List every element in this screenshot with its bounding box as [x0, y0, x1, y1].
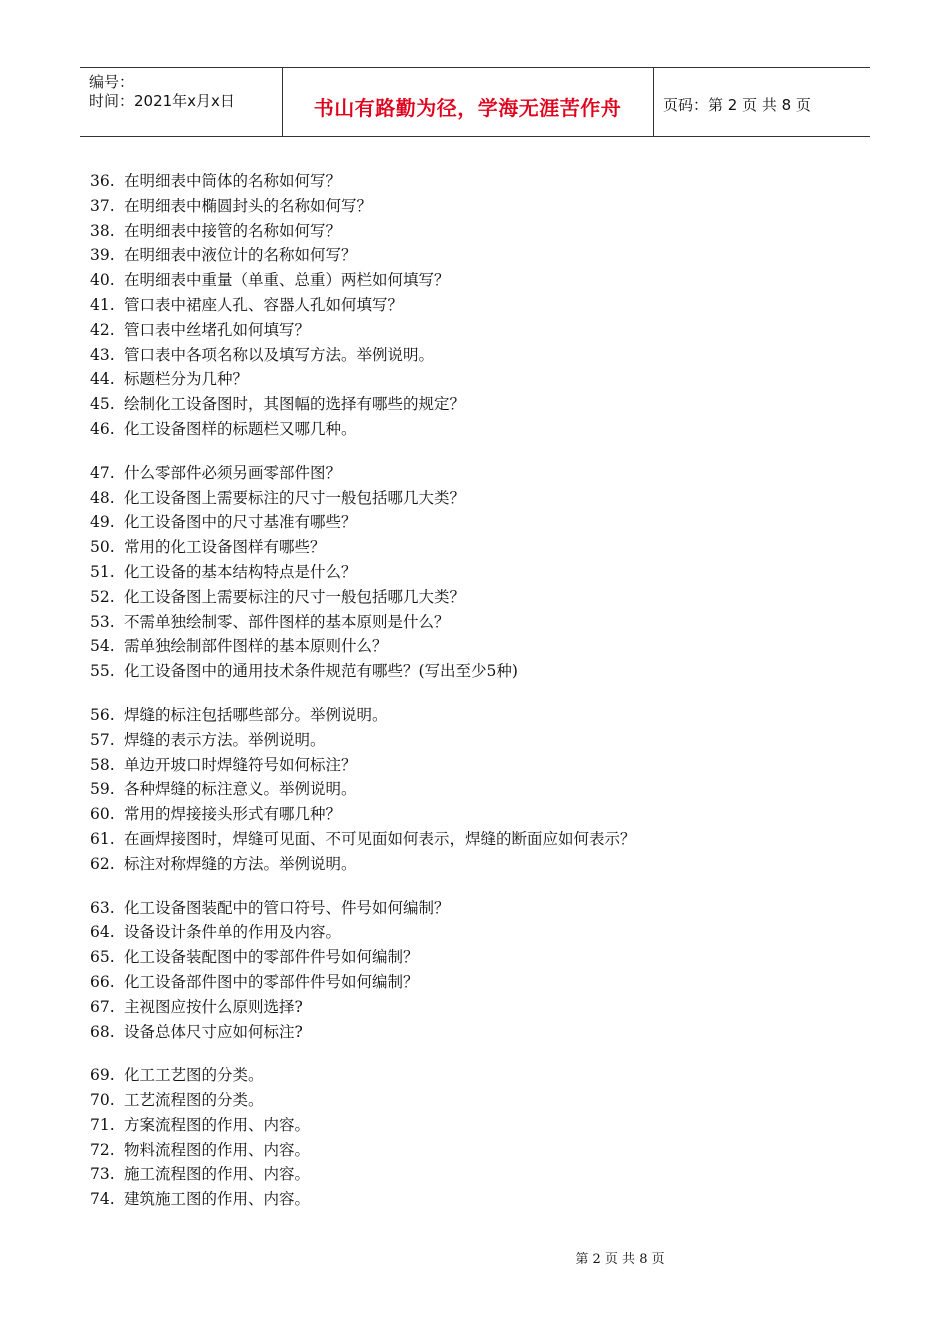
- question-number: 62.: [90, 854, 115, 873]
- question-number: 73.: [90, 1165, 115, 1184]
- question-item: [90, 827, 870, 852]
- question-text: 在画焊接图时，焊缝可见面、不可见面如何表示，焊缝的断面应如何表示？: [124, 829, 636, 848]
- question-group: [90, 896, 870, 1045]
- question-item: [90, 659, 870, 684]
- question-text: 化工设备图样的标题栏又哪几种。: [124, 419, 357, 438]
- question-number: 40.: [90, 271, 115, 290]
- question-number: 56.: [90, 705, 115, 724]
- question-number: 36.: [90, 172, 115, 190]
- question-text: 化工设备图中的通用技术条件规范有哪些？(写出至少5种): [124, 662, 518, 681]
- header-page-info: 页码：第 2 页 共 8 页: [663, 96, 811, 114]
- question-item: [90, 560, 870, 585]
- question-item: [90, 728, 870, 753]
- question-item: [90, 1020, 870, 1045]
- question-text: 在明细表中接管的名称如何写？: [124, 221, 342, 240]
- question-text: 焊缝的表示方法。举例说明。: [124, 730, 326, 749]
- question-group: [90, 1063, 870, 1212]
- question-text: 在明细表中液位计的名称如何写？: [124, 246, 357, 265]
- question-text: 建筑施工图的作用、内容。: [124, 1190, 311, 1209]
- header-page-cell: [653, 68, 870, 136]
- question-text: 化工设备部件图中的零部件件号如何编制？: [124, 972, 419, 991]
- question-text: 化工设备图中的尺寸基准有哪些？: [124, 513, 357, 532]
- question-number: 71.: [90, 1115, 115, 1134]
- question-text: 化工设备图装配中的管口符号、件号如何编制？: [124, 898, 450, 917]
- question-text: 常用的化工设备图样有哪些？: [124, 538, 326, 557]
- page-header: [80, 67, 870, 137]
- question-number: 72.: [90, 1140, 115, 1159]
- question-text: 化工工艺图的分类。: [124, 1066, 264, 1085]
- question-number: 69.: [90, 1066, 115, 1085]
- question-number: 66.: [90, 972, 115, 991]
- footer-page-number: 第 2 页 共 8 页: [575, 1252, 665, 1267]
- question-number: 51.: [90, 562, 115, 581]
- question-item: [90, 461, 870, 486]
- question-number: 52.: [90, 587, 115, 606]
- question-item: [90, 945, 870, 970]
- question-item: [90, 169, 870, 194]
- question-number: 43.: [90, 345, 115, 364]
- question-number: 68.: [90, 1022, 115, 1041]
- question-number: 67.: [90, 997, 115, 1016]
- question-group: [90, 169, 870, 442]
- question-text: 设备总体尺寸应如何标注?: [124, 1022, 303, 1041]
- question-group: [90, 461, 870, 684]
- question-text: 不需单独绘制零、部件图样的基本原则是什么？: [124, 612, 450, 631]
- question-text: 绘制化工设备图时，其图幅的选择有哪些的规定？: [124, 395, 466, 414]
- question-number: 65.: [90, 948, 115, 967]
- question-number: 54.: [90, 637, 115, 656]
- question-item: [90, 343, 870, 368]
- question-text: 在明细表中椭圆封头的名称如何写？: [124, 196, 373, 215]
- question-text: 方案流程图的作用、内容。: [124, 1115, 311, 1134]
- question-item: [90, 777, 870, 802]
- question-item: [90, 920, 870, 945]
- question-text: 在明细表中重量（单重、总重）两栏如何填写？: [124, 271, 450, 290]
- question-number: 39.: [90, 246, 115, 265]
- question-text: 管口表中裙座人孔、容器人孔如何填写？: [124, 295, 404, 314]
- question-number: 47.: [90, 463, 115, 482]
- question-number: 61.: [90, 829, 115, 848]
- question-item: [90, 852, 870, 877]
- question-item: [90, 995, 870, 1020]
- question-item: [90, 293, 870, 318]
- question-text: 标注对称焊缝的方法。举例说明。: [124, 854, 357, 873]
- question-item: [90, 896, 870, 921]
- question-text: 焊缝的标注包括哪些部分。举例说明。: [124, 705, 388, 724]
- question-item: [90, 510, 870, 535]
- question-text: 管口表中丝堵孔如何填写？: [124, 320, 311, 339]
- question-item: [90, 392, 870, 417]
- question-item: [90, 585, 870, 610]
- document-date: 时间：2021年x月x日: [89, 92, 235, 110]
- question-item: [90, 1088, 870, 1113]
- question-item: [90, 703, 870, 728]
- question-item: [90, 486, 870, 511]
- question-text: 常用的焊接接头形式有哪几种？: [124, 805, 342, 824]
- question-text: 单边开坡口时焊缝符号如何标注？: [124, 755, 357, 774]
- question-item: [90, 219, 870, 244]
- question-item: [90, 367, 870, 392]
- question-item: [90, 417, 870, 442]
- question-item: [90, 1063, 870, 1088]
- question-number: 64.: [90, 923, 115, 942]
- header-motto-cell: [282, 68, 654, 136]
- question-list: [90, 169, 870, 1231]
- question-item: [90, 268, 870, 293]
- question-number: 74.: [90, 1190, 115, 1209]
- question-number: 41.: [90, 295, 115, 314]
- document-number-label: 编号：: [89, 73, 135, 91]
- header-meta-cell: [80, 68, 283, 136]
- question-number: 60.: [90, 805, 115, 824]
- question-item: [90, 1113, 870, 1138]
- question-group: [90, 703, 870, 877]
- question-text: 什么零部件必须另画零部件图？: [124, 463, 342, 482]
- question-number: 55.: [90, 662, 115, 681]
- question-text: 化工设备装配图中的零部件件号如何编制？: [124, 948, 419, 967]
- question-number: 44.: [90, 370, 115, 389]
- question-item: [90, 634, 870, 659]
- question-text: 施工流程图的作用、内容。: [124, 1165, 311, 1184]
- question-text: 在明细表中筒体的名称如何写？: [124, 172, 342, 190]
- question-number: 59.: [90, 780, 115, 799]
- question-number: 46.: [90, 419, 115, 438]
- question-item: [90, 1162, 870, 1187]
- question-item: [90, 194, 870, 219]
- question-item: [90, 802, 870, 827]
- question-text: 主视图应按什么原则选择?: [124, 997, 303, 1016]
- question-item: [90, 1187, 870, 1212]
- question-text: 管口表中各项名称以及填写方法。举例说明。: [124, 345, 435, 364]
- question-item: [90, 970, 870, 995]
- question-number: 70.: [90, 1091, 115, 1110]
- question-item: [90, 1138, 870, 1163]
- question-number: 48.: [90, 488, 115, 507]
- question-number: 57.: [90, 730, 115, 749]
- question-text: 化工设备的基本结构特点是什么？: [124, 562, 357, 581]
- question-text: 物料流程图的作用、内容。: [124, 1140, 311, 1159]
- question-item: [90, 535, 870, 560]
- question-text: 工艺流程图的分类。: [124, 1091, 264, 1110]
- question-number: 50.: [90, 538, 115, 557]
- question-item: [90, 610, 870, 635]
- question-text: 设备设计条件单的作用及内容。: [124, 923, 342, 942]
- question-text: 化工设备图上需要标注的尺寸一般包括哪几大类？: [124, 488, 466, 507]
- question-number: 45.: [90, 395, 115, 414]
- question-text: 标题栏分为几种？: [124, 370, 249, 389]
- question-number: 49.: [90, 513, 115, 532]
- question-text: 化工设备图上需要标注的尺寸一般包括哪几大类？: [124, 587, 466, 606]
- question-number: 63.: [90, 898, 115, 917]
- question-number: 58.: [90, 755, 115, 774]
- page-footer: [0, 1248, 950, 1267]
- question-item: [90, 243, 870, 268]
- question-number: 53.: [90, 612, 115, 631]
- question-number: 37.: [90, 196, 115, 215]
- question-number: 42.: [90, 320, 115, 339]
- question-text: 需单独绘制部件图样的基本原则什么？: [124, 637, 388, 656]
- question-item: [90, 753, 870, 778]
- question-number: 38.: [90, 221, 115, 240]
- header-motto: 书山有路勤为径，学海无涯苦作舟: [313, 96, 622, 120]
- question-item: [90, 318, 870, 343]
- question-text: 各种焊缝的标注意义。举例说明。: [124, 780, 357, 799]
